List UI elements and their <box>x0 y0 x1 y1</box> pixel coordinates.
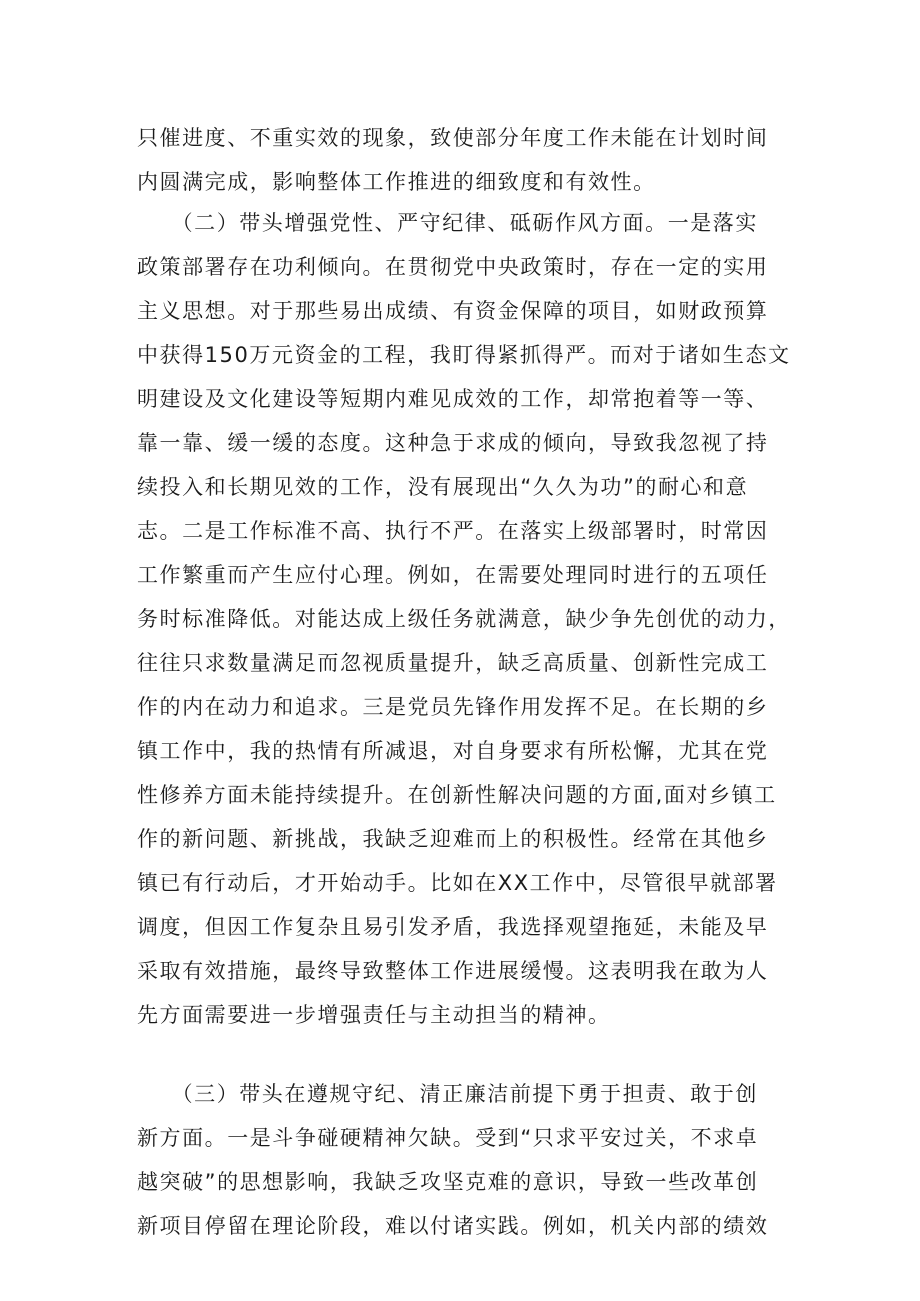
text-line: 新方面。一是斗争碰硬精神欠缺。受到“只求平安过关，不求卓 <box>137 1126 759 1150</box>
text-line: 主义思想。对于那些易出成绩、有资金保障的项目，如财政预算 <box>137 299 769 323</box>
text-line: 镇工作中，我的热情有所减退，对自身要求有所松懈，尤其在党 <box>137 739 769 763</box>
text-line: 志。二是工作标准不高、执行不严。在落实上级部署时，时常因 <box>137 519 769 543</box>
text-line: （二）带头增强党性、严守纪律、砥砺作风方面。一是落实 <box>137 211 758 235</box>
paragraph-1 <box>137 116 787 204</box>
paragraph-2 <box>137 201 791 1037</box>
text-line: 只催进度、不重实效的现象，致使部分年度工作未能在计划时间 <box>137 126 769 150</box>
text-line: 明建设及文化建设等短期内难见成效的工作，却常抱着等一等、 <box>137 387 769 411</box>
text-line: 作的新问题、新挑战，我缺乏迎难而上的积极性。经常在其他乡 <box>137 827 769 851</box>
text-line: 续投入和长期见效的工作，没有展现出“久久为功”的耐心和意 <box>137 475 749 499</box>
text-line: 政策部署存在功利倾向。在贯彻党中央政策时，存在一定的实用 <box>137 255 769 279</box>
text-line: 工作繁重而产生应付心理。例如，在需要处理同时进行的五项任 <box>137 563 769 587</box>
paragraph-3 <box>137 1072 787 1248</box>
text-line: （三）带头在遵规守纪、清正廉洁前提下勇于担责、敢于创 <box>137 1082 758 1106</box>
text-line: 先方面需要进一步增强责任与主动担当的精神。 <box>137 1003 611 1027</box>
text-line: 内圆满完成，影响整体工作推进的细致度和有效性。 <box>137 170 656 194</box>
text-line: 作的内在动力和追求。三是党员先锋作用发挥不足。在长期的乡 <box>137 695 769 719</box>
text-line: 新项目停留在理论阶段，难以付诸实践。例如，机关内部的绩效 <box>137 1214 769 1238</box>
text-line: 采取有效措施，最终导致整体工作进展缓慢。这表明我在敢为人 <box>137 959 769 983</box>
text-line: 往往只求数量满足而忽视质量提升，缺乏高质量、创新性完成工 <box>137 651 769 675</box>
text-line: 越突破”的思想影响，我缺乏攻坚克难的意识，导致一些改革创 <box>137 1170 759 1194</box>
text-line: 务时标准降低。对能达成上级任务就满意，缺少争先创优的动力， <box>137 607 791 631</box>
text-line: 调度，但因工作复杂且易引发矛盾，我选择观望拖延，未能及早 <box>137 915 769 939</box>
text-line: 靠一靠、缓一缓的态度。这种急于求成的倾向，导致我忽视了持 <box>137 431 769 455</box>
text-line: 镇已有行动后，才开始动手。比如在XX工作中，尽管很早就部署 <box>137 871 778 895</box>
text-line: 中获得150万元资金的工程，我盯得紧抓得严。而对于诸如生态文 <box>137 343 791 367</box>
text-line: 性修养方面未能持续提升。在创新性解决问题的方面,面对乡镇工 <box>137 783 777 807</box>
